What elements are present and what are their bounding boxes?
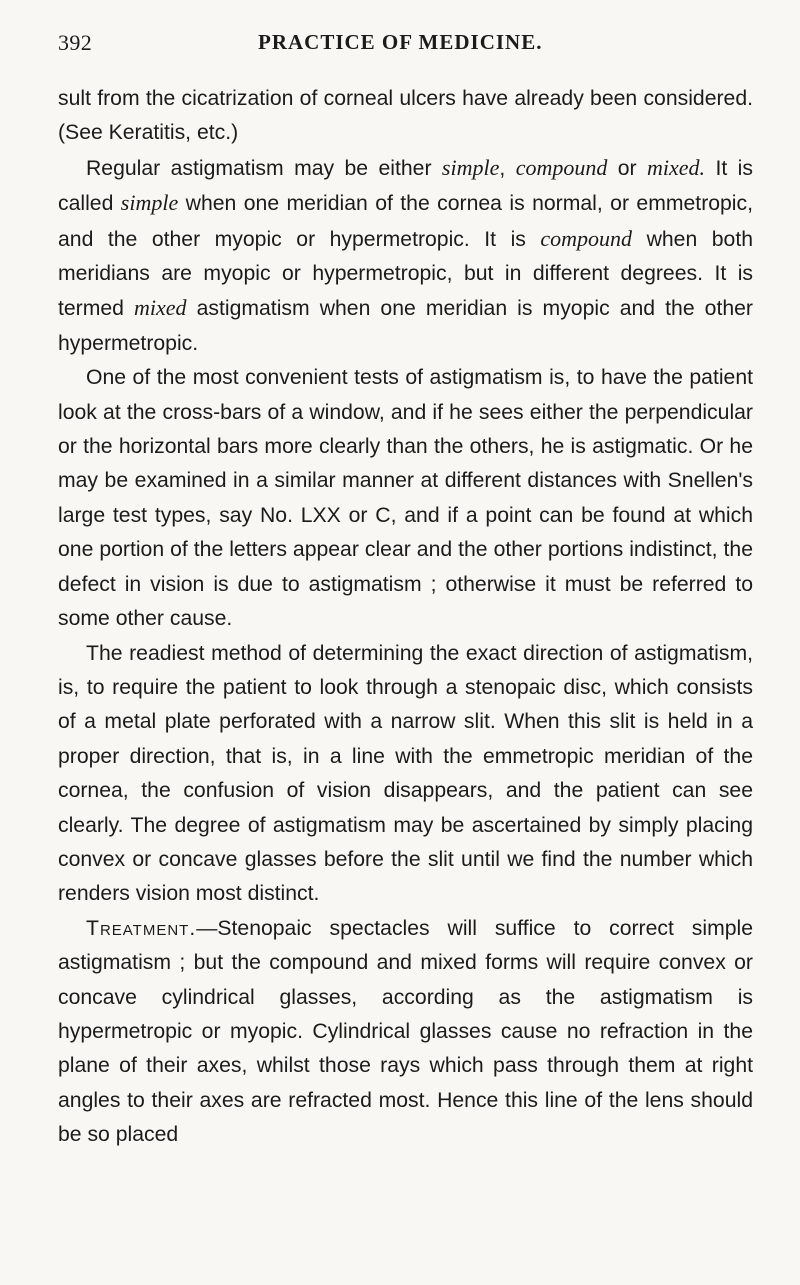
italic-term: mixed. [647,154,706,180]
paragraph-text: sult from the cicatrization of corneal ulcers have already been considered. (See Keratitis, etc.) [58,87,753,145]
text-run: It is called [58,156,753,216]
running-title: PRACTICE OF MEDICINE. [258,30,543,54]
book-page [58,30,753,1260]
text-run: , [499,156,516,180]
italic-term: compound [540,225,633,251]
italic-term: mixed [134,295,187,321]
paragraph-text: One of the most convenient tests of astigmatism is, to have the patient look at the cross-bars of a window, and if he sees either the perpendicular or the horizontal bars more clearly than the others, he is astigmatic. Or he may be examined in a similar manner at different distances with Snellen's large test types, say No. LXX or C, and if a point can be found at which one portion of the letters appear clear and the other portions indistinct, the defect in vision is due to astigmatism ; otherwise it must be referred to some other cause. [58,366,753,631]
section-heading-treatment: Treatment. [86,916,197,940]
italic-term: simple [120,190,179,216]
italic-term: simple [441,154,500,180]
paragraph-text: The readiest method of determining the exact direction of astigmatism, is, to require the patient to look through a stenopaic disc, which consists of a metal plate perforated with a narrow slit. When this slit is held in a proper direction, that is, in a line with the emmetropic meridian of the cornea, the confusion of vision disappears, and the patient can see clearly. The degree of astigmatism may be ascertained by simply placing convex or concave glasses before the slit until we find the number which renders vision most distinct. [58,641,753,906]
paragraph-treatment [58,912,753,1153]
paragraph-astigmatism-types [58,151,753,361]
text-run: when both meridians are myopic or hypermetropic, but in different degrees. It is termed [58,227,753,321]
running-head [58,30,753,82]
text-run: or [607,156,648,180]
paragraph-tests [58,361,753,636]
text-run: Regular astigmatism may be either [86,156,442,180]
paragraph-continued [58,82,753,151]
italic-term: compound [515,154,608,180]
page-number: 392 [58,30,93,55]
paragraph-stenopaic-method [58,637,753,912]
text-run: astigmatism when one meridian is myopic and the other hypermetropic. [58,297,753,355]
text-run: when one meridian of the cornea is normal, or emmetropic, and the other myopic or hypermetropic. It is [58,192,753,251]
body-text [58,82,753,1153]
paragraph-text: —Stenopaic spectacles will suffice to correct simple astigmatism ; but the compound and mixed forms will require convex or concave cylindrical glasses, according as the astigmatism is hypermetropic or myopic. Cylindrical glasses cause no refraction in the plane of their axes, whilst those rays which pass through them at right angles to their axes are refracted most. Hence this line of the lens should be so placed [58,916,753,1147]
